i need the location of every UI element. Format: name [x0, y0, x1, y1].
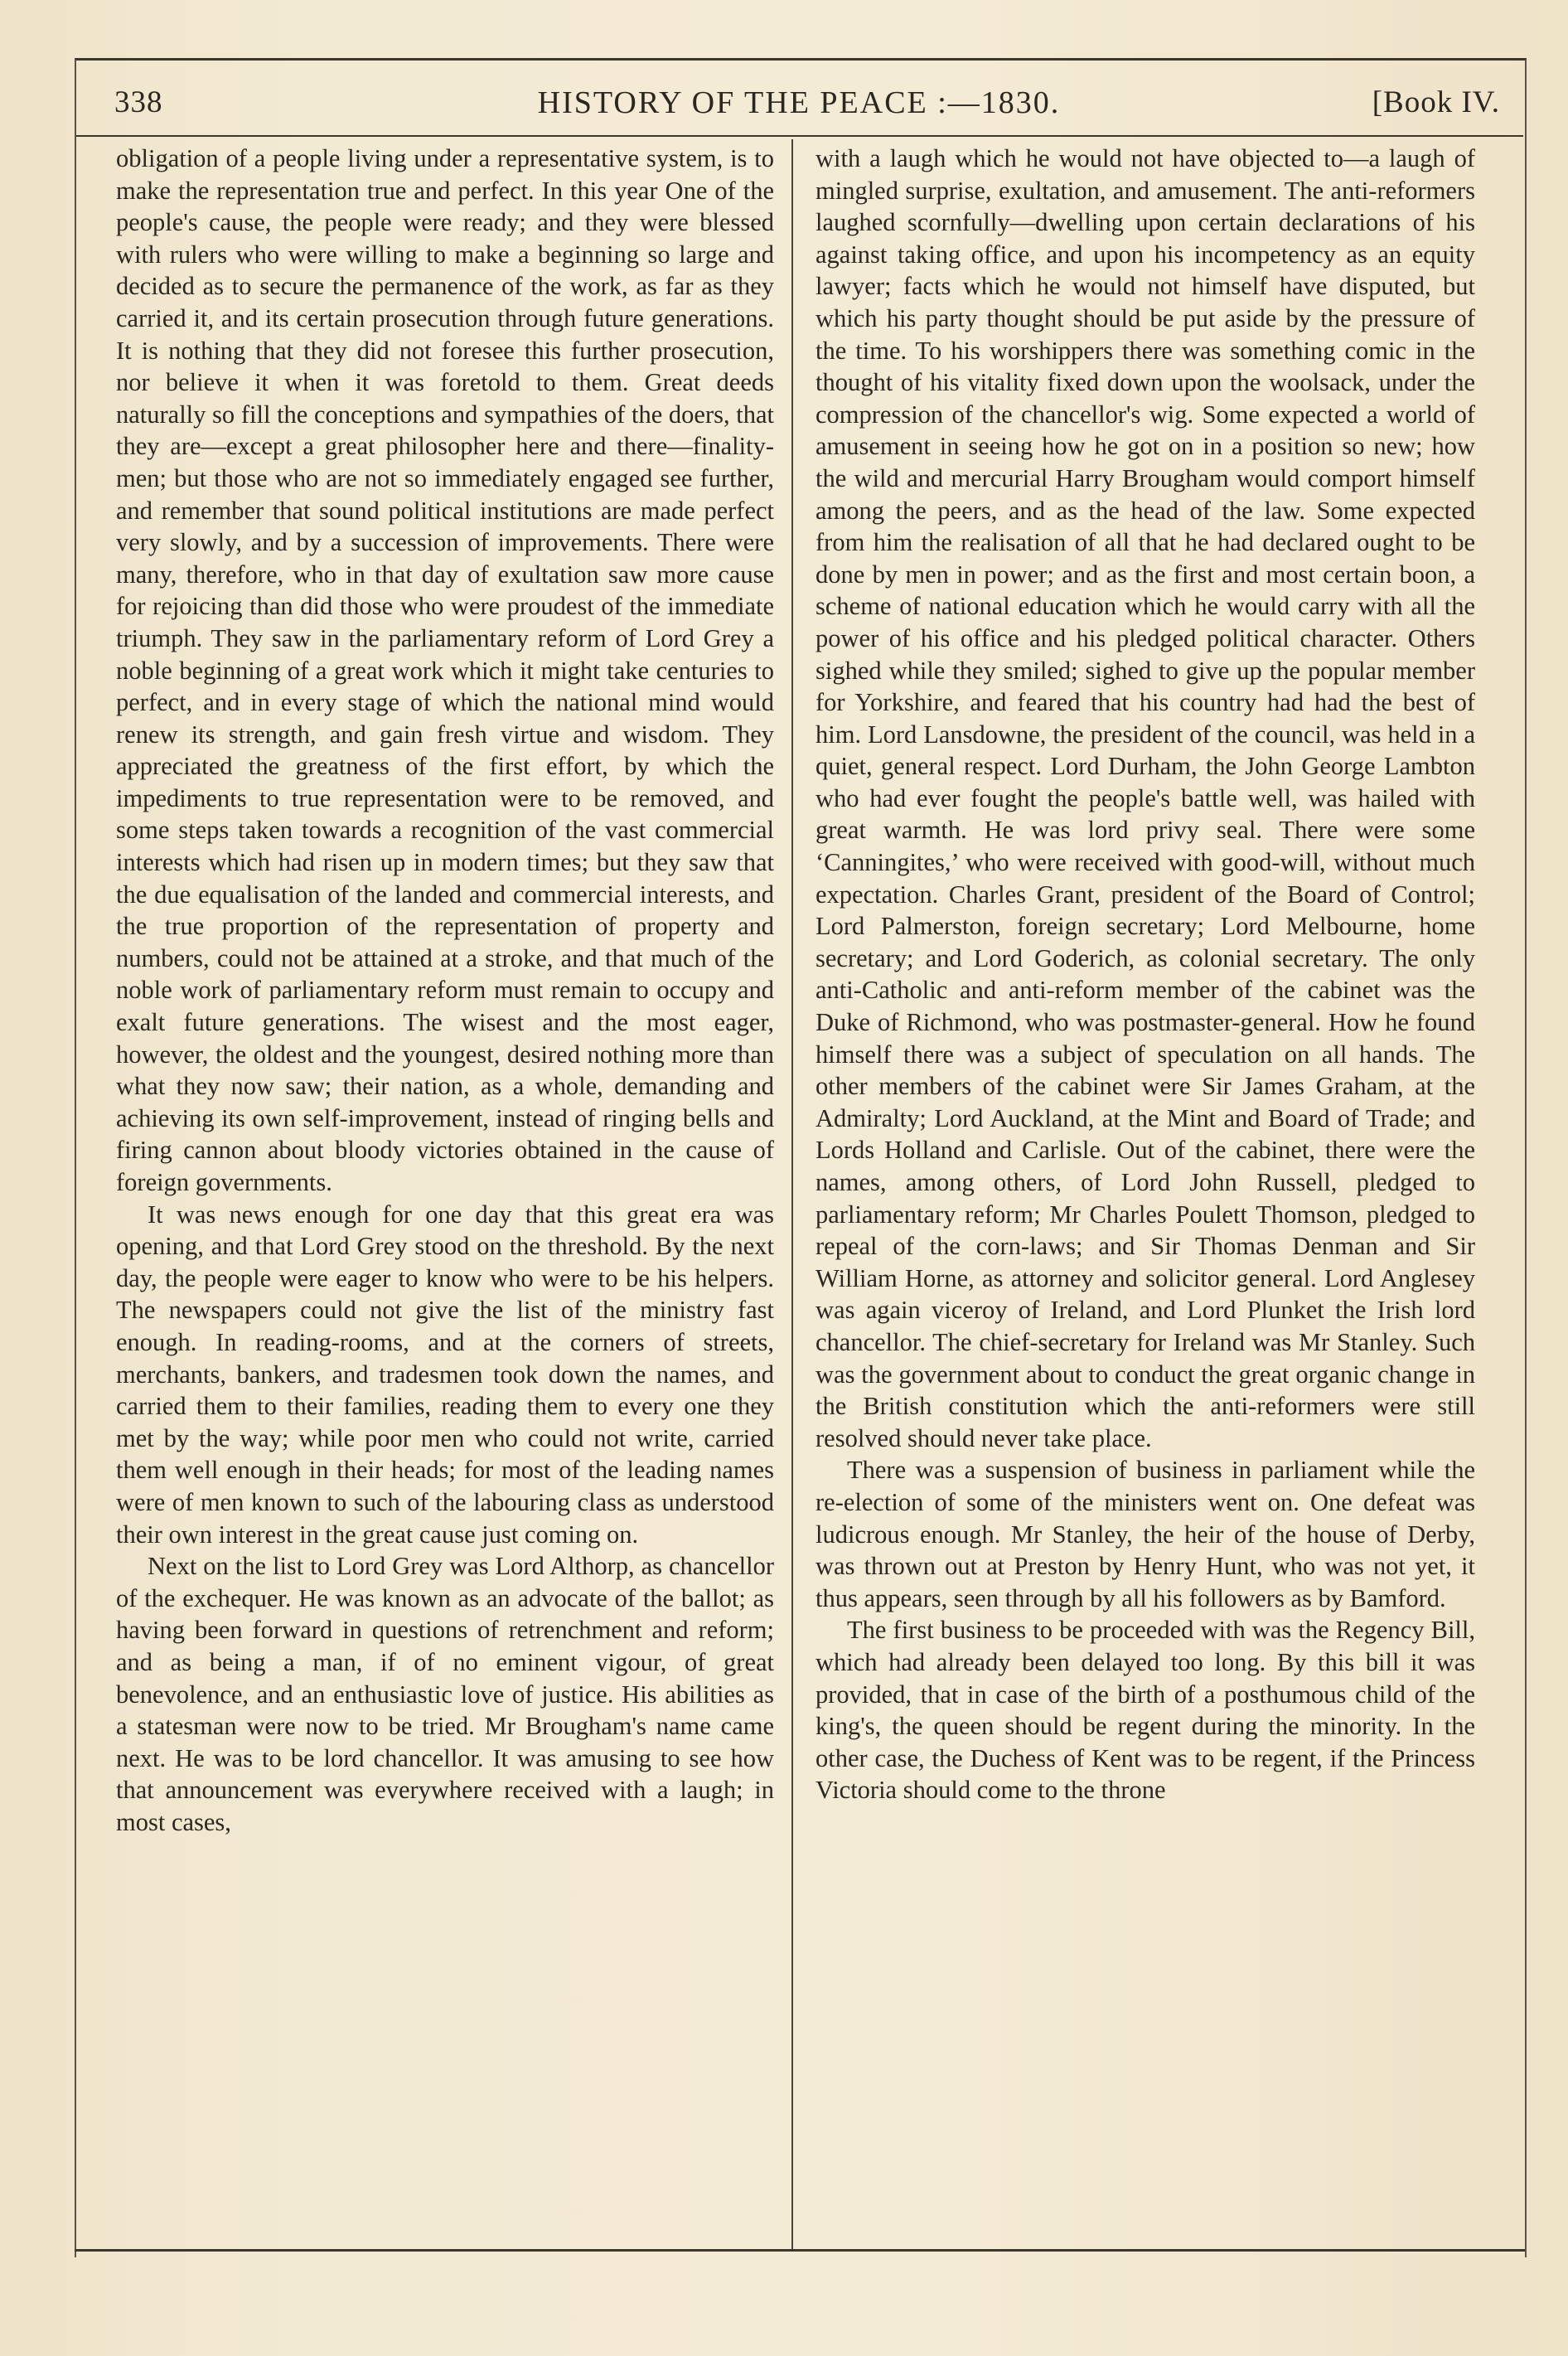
right-paragraph-2: There was a suspension of business in parliament while the re-election of some of the ministers went on. One defeat was ludicrous enough. Mr Stanley, the heir of the house of Derby, was thrown out at Preston by Henry Hunt, who was not yet, it thus appears, seen through by all his followers as by Bamford.: [815, 1456, 1475, 1612]
right-paragraph-1: with a laugh which he would not have objected to—a laugh of mingled surprise, exultation, and amusement. The anti-reformers laughed scornfully—dwelling upon certain declarations of his against taking office, and upon his incompetency as an equity lawyer; facts which he would not himself have disputed, but which his party thought should be put aside by the pressure of the time. To his worshippers there was something comic in the thought of his vitality fixed down upon the woolsack, under the compression of the chancellor's wig. Some expected a world of amusement in seeing how he got on in a position so new; how the wild and mercurial Harry Brougham would comport himself among the peers, and as the head of the law. Some expected from him the realisation of all that he had declared ought to be done by men in power; and as the first and most certain boon, a scheme of national education which he would carry with all the power of his office and his pledged political character. Others sighed while they smiled; sighed to give up the popular member for Yorkshire, and feared that his country had had the best of him. Lord Lansdowne, the president of the council, was held in a quiet, general respect. Lord Durham, the John George Lambton who had ever fought the people's battle well, was hailed with great warmth. He was lord privy seal. There were some ‘Canningites,’ who were received with good-will, without much expectation. Charles Grant, president of the Board of Control; Lord Palmerston, foreign secretary; Lord Melbourne, home secretary; and Lord Goderich, as colonial secretary. The only anti-Catholic and anti-reform member of the cabinet was the Duke of Richmond, who was postmaster-general. How he found himself there was a subject of speculation on all hands. The other members of the cabinet were Sir James Graham, at the Admiralty; Lord Auckland, at the Mint and Board of Trade; and Lords Holland and Carlisle. Out of the cabinet, there were the names, among others, of Lord John Russell, pledged to parliamentary reform; Mr Charles Poulett Thomson, pledged to repeal of the corn-laws; and Sir Thomas Denman and Sir William Horne, as attorney and solicitor general. Lord Anglesey was again viceroy of Ireland, and Lord Plunket the Irish lord chancellor. The chief-secretary for Ireland was Mr Stanley. Such was the government about to conduct the great organic change in the British constitution which the anti-reformers were still resolved should never take place.: [815, 144, 1475, 1452]
running-title: HISTORY OF THE PEACE :—1830.: [537, 85, 1061, 120]
header-rule: [76, 135, 1523, 137]
column-divider: [791, 139, 793, 2249]
right-paragraph-3: The first business to be proceeded with was the Regency Bill, which had already been delayed too long. By this bill it was provided, that in case of the birth of a posthumous child of the king's, the queen should be regent during the minority. In the other case, the Duchess of Kent was to be regent, if the Princess Victoria should come to the throne: [815, 1616, 1475, 1805]
running-head: [75, 76, 1523, 134]
bottom-rule: [75, 2249, 1525, 2252]
left-paragraph-3: Next on the list to Lord Grey was Lord Althorp, as chancellor of the exchequer. He was known as an advocate of the ballot; as having been forward in questions of retrenchment and reform; and as being a man, if of no eminent vigour, of great benevolence, and an enthusiastic love of justice. His abilities as a statesman were now to be tried. Mr Brougham's name came next. He was to be lord chancellor. It was amusing to see how that announcement was everywhere received with a laugh; in most cases,: [116, 1552, 774, 1836]
left-paragraph-1: obligation of a people living under a representative system, is to make the representation true and perfect. In this year One of the people's cause, the people were ready; and they were blessed with rulers who were willing to make a beginning so large and decided as to secure the permanence of the work, as far as they carried it, and its certain prosecution through future generations. It is nothing that they did not foresee this further prosecution, nor believe it when it was foretold to them. Great deeds naturally so fill the conceptions and sympathies of the doers, that they are—except a great philosopher here and there—finality-men; but those who are not so immediately engaged see further, and remember that sound political institutions are made perfect very slowly, and by a succession of improvements. There were many, therefore, who in that day of exultation saw more cause for rejoicing than did those who were proudest of the immediate triumph. They saw in the parliamentary reform of Lord Grey a noble beginning of a great work which it might take centuries to perfect, and in every stage of which the national mind would renew its strength, and gain fresh virtue and wisdom. They appreciated the greatness of the first effort, by which the impediments to true representation were to be removed, and some steps taken towards a recognition of the vast commercial interests which had risen up in modern times; but they saw that the due equalisation of the landed and commercial interests, and the true proportion of the representation of property and numbers, could not be attained at a stroke, and that much of the noble work of parliamentary reform must remain to occupy and exalt future generations. The wisest and the most eager, however, the oldest and the youngest, desired nothing more than what they now saw; their nation, as a whole, demanding and achieving its own self-improvement, instead of ringing bells and firing cannon about bloody victories obtained in the cause of foreign governments.: [116, 144, 774, 1196]
left-paragraph-2: It was news enough for one day that this great era was opening, and that Lord Grey stood on the threshold. By the next day, the people were eager to know who were to be his helpers. The newspapers could not give the list of the ministry fast enough. In reading-rooms, and at the corners of streets, merchants, bankers, and tradesmen took down the names, and carried them to their families, reading them to every one they met by the way; while poor men who could not write, carried them well enough in their heads; for most of the leading names were of men known to such of the labouring class as understood their own interest in the great cause just coming on.: [116, 1200, 774, 1549]
left-column: [116, 143, 774, 2232]
right-column: [815, 143, 1475, 2232]
page-number: 338: [114, 85, 163, 119]
book-label: [Book IV.: [1372, 85, 1500, 119]
